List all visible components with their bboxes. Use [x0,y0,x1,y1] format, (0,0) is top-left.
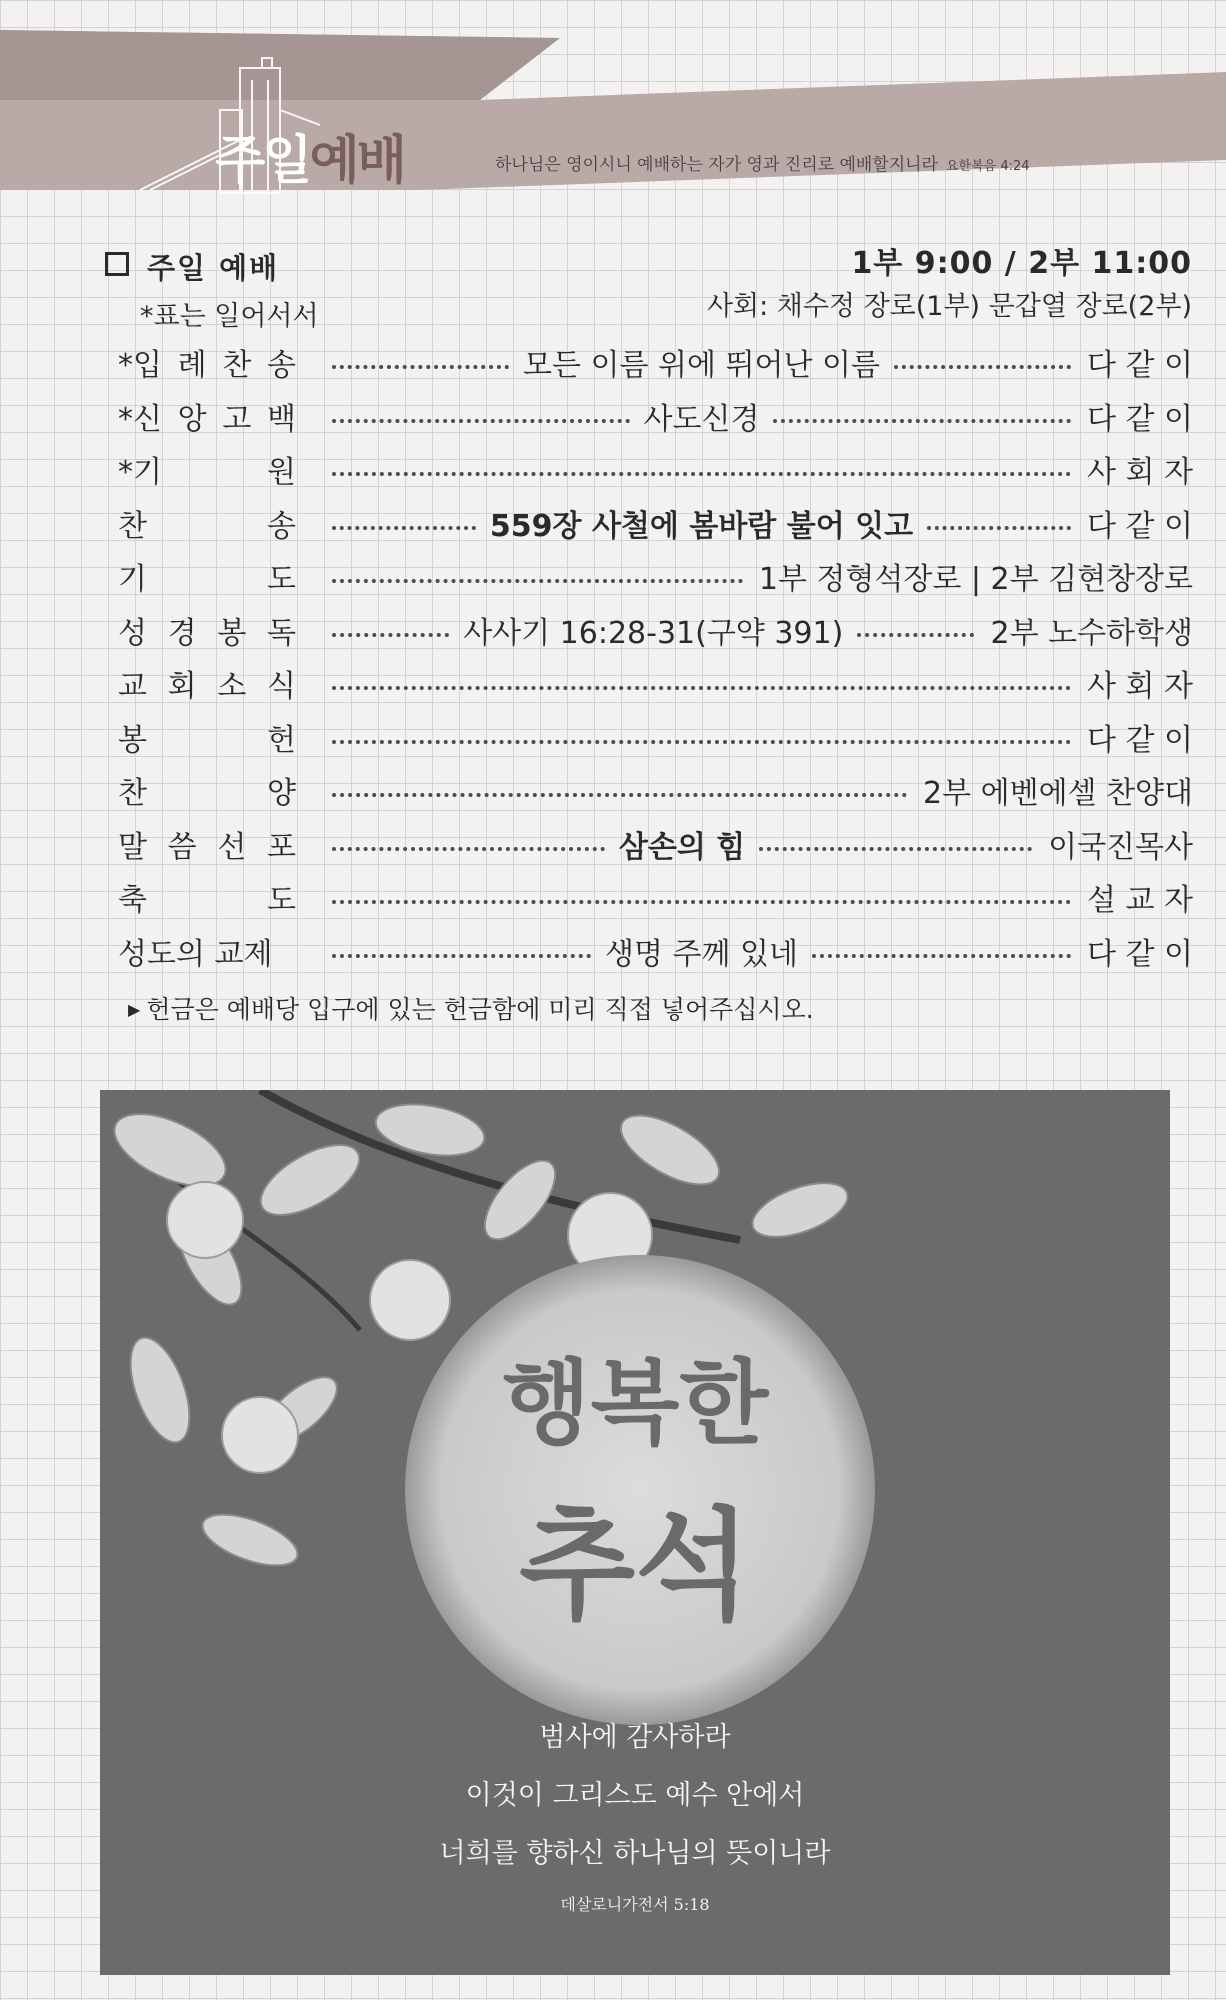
header-verse-text: 하나님은 영이시니 예배하는 자가 영과 진리로 예배할지니라 [495,155,938,175]
service-item-leader: 이국진목사 [1048,829,1193,865]
label-char: 찬 [118,776,147,811]
label-char: 소 [217,669,247,704]
card-verse-ref: 데살로니가전서 5:18 [560,1895,710,1914]
service-item-label [118,875,296,919]
service-item-row [118,394,1193,438]
dot-leader [332,394,1071,438]
service-item-content: 모든 이름 위에 뛰어난 이름 [523,348,880,383]
dot-leader [332,462,1071,476]
label-char: *입 [118,348,162,383]
triangle-bullet-icon: ▶ [128,1000,141,1019]
header-verse-ref: 요한복음 4:24 [945,159,1030,174]
service-item-label [118,608,296,652]
dot-leader [332,890,1071,904]
service-item-row [118,501,1193,545]
service-item-content: 생명 주께 있네 [605,936,798,972]
service-item-row [118,875,1193,919]
service-item-label [118,340,296,384]
service-item-content: 사사기 16:28-31(구약 391) [463,615,844,651]
standing-note: *표는 일어서서 [140,301,319,332]
offering-note-text: 헌금은 예배당 입구에 있는 헌금함에 미리 직접 넣어주십시오. [146,995,814,1024]
service-item-row [118,661,1193,705]
dot-leader [332,340,1071,384]
dot-leader [332,822,1032,866]
label-char: 교 [118,669,147,704]
label-char: 성 [118,615,147,651]
service-item-leader: 다 같 이 [1086,401,1193,437]
page-title [215,118,404,193]
service-item-label [118,661,296,705]
label-char: 기 [118,562,147,597]
label-char: 말 [118,829,147,865]
service-item-label [118,447,296,491]
label-char: 백 [267,401,296,437]
service-item-leader: 다 같 이 [1086,722,1193,758]
service-item-leader: 다 같 이 [1086,508,1193,544]
service-item-leader: 설 교 자 [1086,883,1193,918]
label-char: 원 [267,455,296,490]
service-times: 1부 9:00 / 2부 11:00 [851,246,1192,281]
title-part-1: 주일 [215,131,310,191]
label-char: 송 [267,348,296,383]
label-char: 봉 [217,615,247,651]
label-char: 고 [222,401,252,437]
dot-leader [332,569,743,583]
service-item-row [118,608,1193,652]
label-char: 독 [267,615,296,651]
service-item-row [118,715,1193,759]
service-item-label [118,554,296,598]
label-char: 경 [167,615,197,651]
service-item-label [118,822,296,866]
label-char: 식 [267,669,296,704]
card-headline-2: 추석 [519,1495,751,1636]
card-verse-line-2: 이것이 그리스도 예수 안에서 [465,1780,805,1811]
service-item-label [118,715,296,759]
label-char: 헌 [267,722,296,758]
service-item-leader: 1부 정형석장로 | 2부 김현창장로 [758,562,1193,597]
label-char: 양 [267,776,296,811]
service-item-leader: 사 회 자 [1086,455,1193,490]
service-item-leader: 다 같 이 [1086,936,1193,972]
service-item-label [118,394,296,438]
label-char: 축 [118,883,147,918]
service-item-row [118,929,1193,973]
section-title-text: 주일 예배 [147,251,280,285]
dot-leader [332,929,1071,973]
card-verse-line-1: 범사에 감사하라 [539,1722,731,1753]
header-verse [495,150,1030,175]
card-verse-line-3: 너희를 향하신 하나님의 뜻이니라 [439,1838,831,1869]
service-item-label [118,501,296,545]
service-item-row [118,447,1193,491]
service-item-leader: 2부 에벤에셀 찬양대 [923,776,1193,811]
service-item-content: 559장 사철에 봄바람 불어 잇고 [489,508,914,544]
label-char: 씀 [167,829,197,865]
label-char: 례 [177,348,207,383]
chuseok-card-image [100,1090,1170,1975]
service-item-label: 성도의 교제 [118,936,273,972]
service-item-row [118,340,1193,384]
label-char: 앙 [177,401,207,437]
dot-leader [332,730,1071,744]
label-char: 송 [267,508,296,544]
service-item-label [118,768,296,812]
service-item-row [118,768,1193,812]
dot-leader [332,501,1071,545]
label-char: *기 [118,455,162,490]
label-char: 봉 [118,722,147,758]
label-char: 도 [267,562,296,597]
host-info: 사회: 채수정 장로(1부) 문갑열 장로(2부) [706,291,1192,322]
label-char: 회 [167,669,197,704]
label-char: 찬 [118,508,147,544]
service-item-leader: 다 같 이 [1086,348,1193,383]
dot-leader [332,676,1071,690]
checkbox-square-icon [105,252,129,276]
service-item-content: 사도신경 [643,401,760,437]
dot-leader [332,608,974,652]
dot-leader [332,783,907,797]
offering-note [128,990,814,1026]
label-char: 찬 [222,348,252,383]
service-item-row [118,822,1193,866]
label-char: 선 [217,829,247,865]
title-part-2: 예배 [309,131,404,191]
label-char: 포 [267,829,296,865]
service-item-content: 삼손의 힘 [618,829,746,865]
service-item-row [118,554,1193,598]
service-item-leader: 2부 노수하학생 [990,615,1193,651]
label-char: *신 [118,401,162,437]
service-item-leader: 사 회 자 [1086,669,1193,704]
section-title [105,246,279,287]
card-headline-1: 행복한 [501,1349,769,1457]
label-char: 도 [267,883,296,918]
